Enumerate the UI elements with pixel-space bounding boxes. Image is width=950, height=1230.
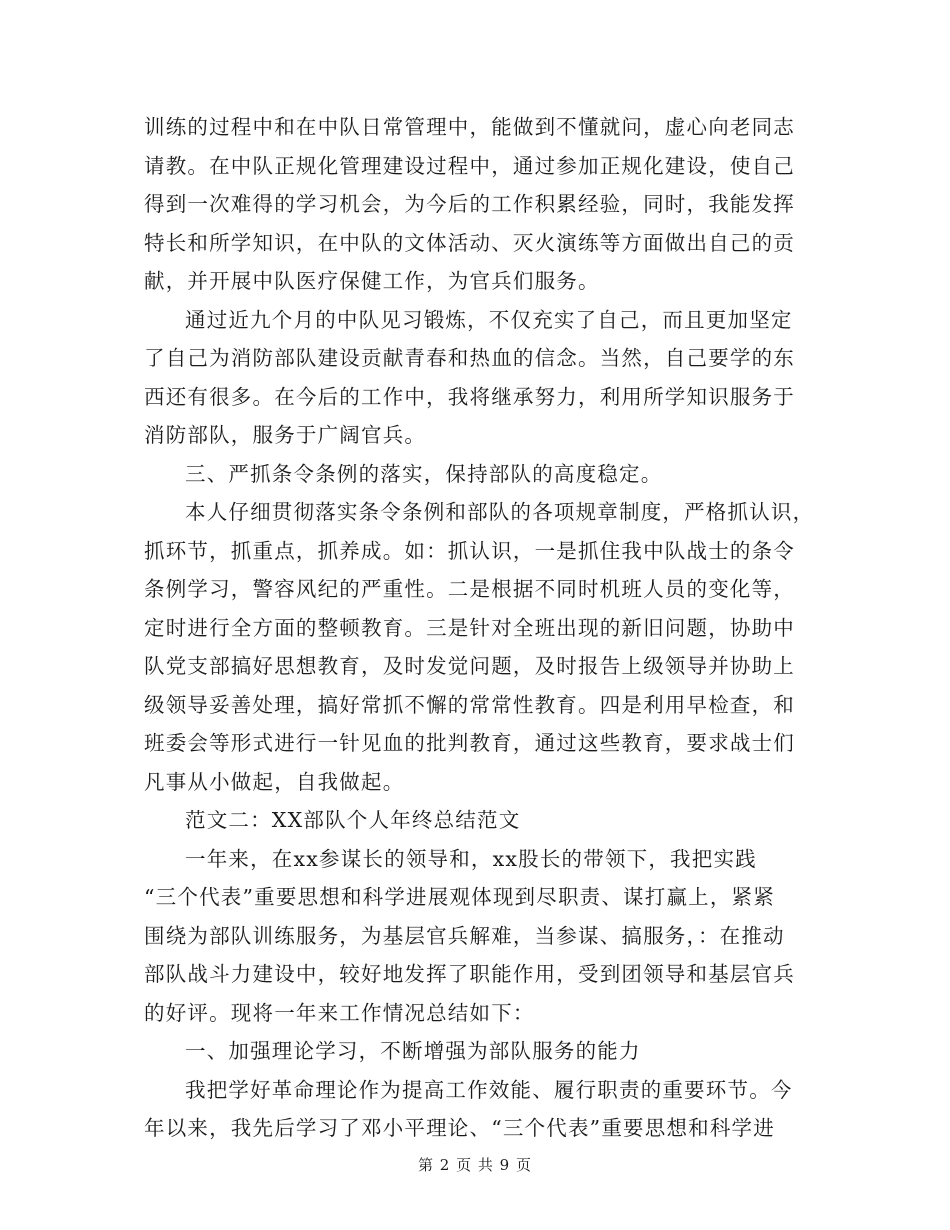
text-line: 范文二：XX部队个人年终总结范文 [185,808,521,832]
text-line: 的好评。现将一年来工作情况总结如下： [144,1000,535,1025]
text-line: 训练的过程中和在中队日常管理中，能做到不懂就问，虚心向老同志 [144,115,795,139]
text-line: 我把学好革命理论作为提高工作效能、履行职责的重要环节。今 [185,1077,793,1102]
text-line: 三、严抓条令条例的落实，保持部队的高度稳定。 [185,461,663,486]
text-line: 通过近九个月的中队见习锻炼，不仅充实了自己，而且更加坚定 [185,307,793,332]
text-line: 一年来，在xx参谋长的领导和，xx股长的带领下，我把实践 [185,846,757,871]
page-footer: 第 2 页 共 9 页 [418,1156,532,1174]
text-line: 了自己为消防部队建设贡献青春和热血的信念。当然，自己要学的东 [144,346,795,370]
text-line: 条例学习，警容风纪的严重性。二是根据不同时机班人员的变化等， [144,577,795,601]
text-line: 献，并开展中队医疗保健工作，为官兵们服务。 [144,269,600,293]
text-line: 抓环节，抓重点，抓养成。如：抓认识，一是抓住我中队战士的条令 [144,538,795,563]
text-line: 定时进行全方面的整顿教育。三是针对全班出现的新旧问题，协助中 [144,615,795,640]
document-body [144,108,815,1148]
text-line: 请教。在中队正规化管理建设过程中，通过参加正规化建设，使自己 [144,153,795,178]
text-line: 凡事从小做起，自我做起。 [144,769,405,794]
text-line: 班委会等形式进行一针见血的批判教育，通过这些教育，要求战士们 [144,731,795,755]
text-line: 队党支部搞好思想教育，及时发觉问题，及时报告上级领导并协助上 [144,654,795,678]
text-line: 一、加强理论学习，不断增强为部队服务的能力 [185,1039,641,1063]
text-line: 消防部队，服务于广阔官兵。 [144,423,427,447]
text-line: 年以来，我先后学习了邓小平理论、“三个代表”重要思想和科学进 [144,1116,775,1140]
text-line: 本人仔细贯彻落实条令条例和部队的各项规章制度，严格抓认识， [185,500,815,524]
text-line: 级领导妥善处理，搞好常抓不懈的常常性教育。四是利用早检查，和 [144,692,795,717]
text-line: 西还有很多。在今后的工作中，我将继承努力，利用所学知识服务于 [144,384,795,409]
text-line: 部队战斗力建设中，较好地发挥了职能作用，受到团领导和基层官兵 [144,962,795,986]
text-line: 围绕为部队训练服务，为基层官兵解难，当参谋、搞服务，：在推动 [144,923,785,948]
text-line: “三个代表”重要思想和科学进展观体现到尽职责、谋打赢上，紧紧 [144,885,775,909]
text-line: 得到一次难得的学习机会，为今后的工作积累经验，同时，我能发挥 [144,192,795,216]
text-line: 特长和所学知识，在中队的文体活动、灭火演练等方面做出自己的贡 [144,230,795,255]
